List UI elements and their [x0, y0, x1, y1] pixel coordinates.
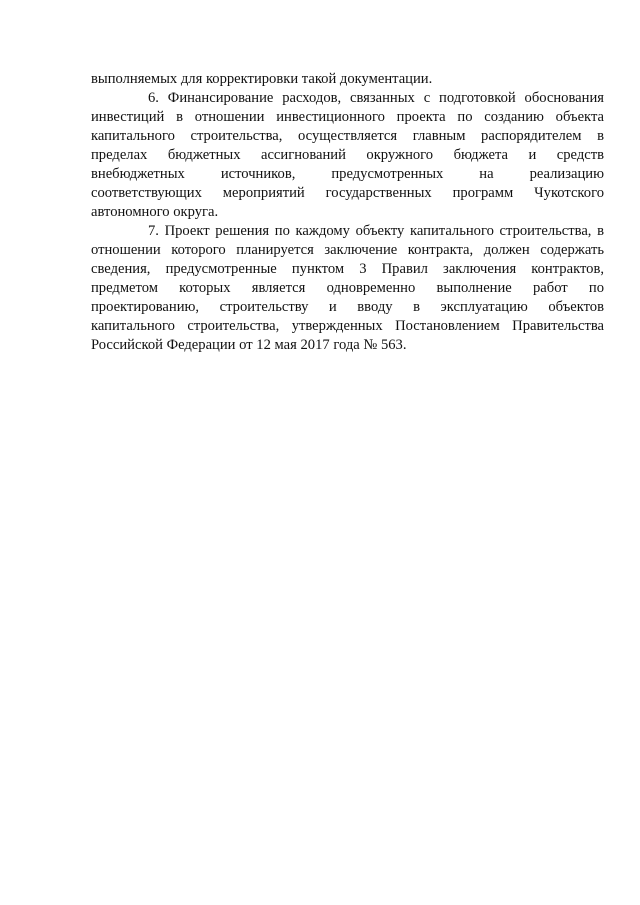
text-line: выполняемых для корректировки такой документации.: [91, 71, 433, 87]
paragraph-item-6: [91, 89, 604, 222]
text-line: капитального строительства, утвержденных Постановлением Правительства: [91, 318, 604, 334]
text-line: проектированию, строительству и вводу в эксплуатацию объектов: [91, 299, 604, 315]
text-line: Российской Федерации от 12 мая 2017 года № 563.: [91, 337, 407, 353]
text-line: пределах бюджетных ассигнований окружного бюджета и средств: [91, 147, 604, 163]
text-line: автономного округа.: [91, 204, 219, 220]
text-line: предметом которых является одновременно выполнение работ по: [91, 280, 604, 296]
text-line: инвестиций в отношении инвестиционного проекта по созданию объекта: [91, 109, 604, 125]
text-line: соответствующих мероприятий государственных программ Чукотского: [91, 185, 604, 201]
document-body: [91, 70, 604, 355]
text-line: 6. Финансирование расходов, связанных с подготовкой обоснования: [148, 90, 604, 106]
text-line: сведения, предусмотренные пунктом 3 Правил заключения контрактов,: [91, 261, 604, 277]
paragraph-item-7: [91, 222, 604, 355]
text-line: капитального строительства, осуществляется главным распорядителем в: [91, 128, 604, 144]
text-line: 7. Проект решения по каждому объекту капитального строительства, в: [148, 223, 604, 239]
text-line: отношении которого планируется заключение контракта, должен содержать: [91, 242, 604, 258]
paragraph-continuation: [91, 70, 604, 89]
text-line: внебюджетных источников, предусмотренных на реализацию: [91, 166, 604, 182]
